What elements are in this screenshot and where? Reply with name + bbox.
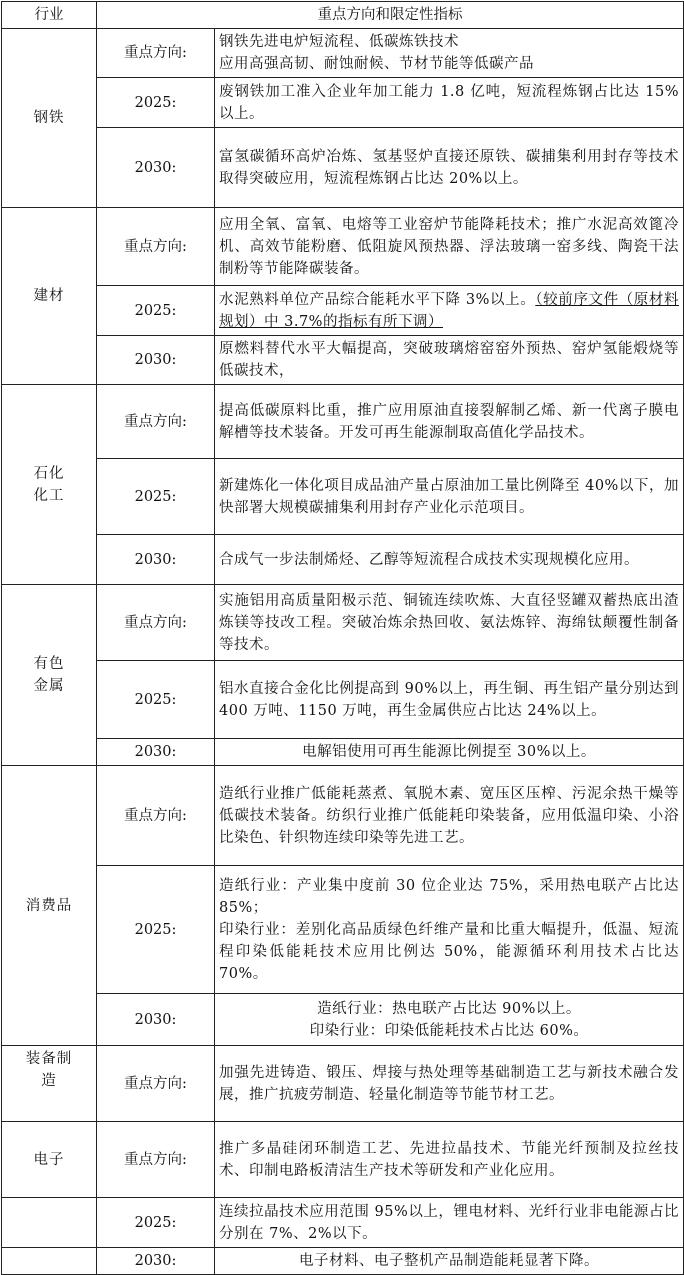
header-direction: 重点方向和限定性指标 [97,2,684,29]
row-content: 电子材料、电子整机产品制造能耗显著下降。 [215,1248,684,1275]
row-label: 2030: [97,535,215,585]
content-line: 应用高强高韧、耐蚀耐候、节材节能等低碳产品 [219,56,534,72]
industry-cell-building-materials: 建材 [2,208,97,385]
row-label: 2030: [97,336,215,385]
content-line: 印染行业：差别化高品质绿色纤维产量和比重大幅提升，低温、短流程印染低能耗技术应用比例达 50%，能源循环利用技术占比达 70%。 [219,921,679,982]
row-label: 2030: [97,128,215,208]
industry-cell-empty [2,1248,97,1275]
row-content [215,29,684,78]
row-content: 电解铝使用可再生能源比例提至 30%以上。 [215,739,684,766]
table-row [2,286,684,336]
content-note: （较前序文件（原材料规划）中 3.7%的指标有所下调） [219,291,679,330]
industry-name-line: 装备制 [25,1051,73,1067]
policy-table [1,1,684,1275]
industry-cell-steel: 钢铁 [2,29,97,208]
row-label: 重点方向: [97,29,215,78]
table-row [2,766,684,866]
industry-name-line: 化工 [33,487,65,504]
row-label: 重点方向: [97,208,215,286]
row-label: 2025: [97,459,215,535]
table-row [2,78,684,128]
industry-cell-nonferrous-metals [2,585,97,766]
table-row [2,866,684,994]
table-row [2,1122,684,1198]
row-label: 重点方向: [97,1122,215,1198]
row-label: 2030: [97,739,215,766]
row-label: 2025: [97,661,215,739]
table-header-row [2,2,684,29]
row-content [215,866,684,994]
table-row [2,1198,684,1248]
row-content: 造纸行业推广低能耗蒸煮、氧脱木素、宽压区压榨、污泥余热干燥等低碳技术装备。纺织行业推广低能耗印染装备，应用低温印染、小浴比染色、针织物连续印染等先进工艺。 [215,766,684,866]
table-row [2,585,684,661]
header-industry: 行业 [2,2,97,29]
table-row [2,459,684,535]
table-row [2,1248,684,1275]
row-label: 2030: [97,1248,215,1275]
content-main: 水泥熟料单位产品综合能耗水平下降 3%以上。 [219,291,536,308]
table-row [2,739,684,766]
table-row [2,661,684,739]
row-content: 加强先进铸造、锻压、焊接与热处理等基础制造工艺与新技术融合发展，推广抗疲劳制造、轻量化制造等节能节材工艺。 [215,1046,684,1122]
table-row [2,535,684,585]
table-row [2,1046,684,1122]
content-line: 钢铁先进电炉短流程、低碳炼铁技术 [219,34,459,50]
row-content: 合成气一步法制烯烃、乙醇等短流程合成技术实现规模化应用。 [215,535,684,585]
industry-name-line: 金属 [33,678,65,694]
row-content: 应用全氧、富氧、电熔等工业窑炉节能降耗技术；推广水泥高效篦冷机、高效节能粉磨、低阻旋风预热器、浮法玻璃一窑多线、陶瓷干法制粉等节能降碳装备。 [215,208,684,286]
row-content: 原燃料替代水平大幅提高，突破玻璃熔窑窑外预热、窑炉氢能煅烧等低碳技术， [215,336,684,385]
row-label: 2030: [97,994,215,1046]
table-row [2,208,684,286]
row-content: 提高低碳原料比重，推广应用原油直接裂解制乙烯、新一代离子膜电解槽等技术装备。开发可再生能源制取高值化学品技术。 [215,385,684,459]
table-row [2,336,684,385]
content-line: 印染行业：印染低能耗技术占比达 60%。 [309,1022,589,1039]
row-content: 连续拉晶技术应用范围 95%以上，锂电材料、光纤行业非电能源占比分别在 7%、2%以下。 [215,1198,684,1248]
row-content [215,994,684,1046]
industry-cell-equipment-manufacturing [2,1046,97,1122]
row-label: 重点方向: [97,385,215,459]
row-content: 废钢铁加工准入企业年加工能力 1.8 亿吨，短流程炼钢占比达 15%以上。 [215,78,684,128]
table-row [2,385,684,459]
table-row [2,128,684,208]
row-label: 2025: [97,1198,215,1248]
row-label: 2025: [97,78,215,128]
row-content: 推广多晶硅闭环制造工艺、先进拉晶技术、节能光纤预制及拉丝技术、印制电路板清洁生产技术等研发和产业化应用。 [215,1122,684,1198]
content-line: 造纸行业：产业集中度前 30 位企业达 75%，采用热电联产占比达 85%； [219,877,679,916]
row-content: 铝水直接合金化比例提高到 90%以上，再生铜、再生铝产量分别达到 400 万吨、1150 万吨，再生金属供应占比达 24%以上。 [215,661,684,739]
row-content [215,286,684,336]
row-label: 重点方向: [97,585,215,661]
content-line: 造纸行业：热电联产占比达 90%以上。 [317,1000,581,1017]
row-label: 2025: [97,286,215,336]
row-label: 2025: [97,866,215,994]
row-label: 重点方向: [97,766,215,866]
industry-cell-empty [2,1198,97,1248]
row-content: 富氢碳循环高炉冶炼、氢基竖炉直接还原铁、碳捕集利用封存等技术取得突破应用，短流程炼钢占比达 20%以上。 [215,128,684,208]
industry-name-line: 石化 [33,465,65,482]
table-row [2,29,684,78]
industry-name-line: 造 [41,1073,57,1089]
industry-cell-consumer-goods: 消费品 [2,766,97,1046]
table-row [2,994,684,1046]
row-label: 重点方向: [97,1046,215,1122]
industry-cell-petrochemical [2,385,97,585]
industry-name-line: 有色 [33,656,65,672]
row-content: 实施铝用高质量阳极示范、铜锍连续吹炼、大直径竖罐双蓄热底出渣炼镁等技改工程。突破冶炼余热回收、氨法炼锌、海绵钛颠覆性制备等技术。 [215,585,684,661]
industry-cell-electronics: 电子 [2,1122,97,1198]
row-content: 新建炼化一体化项目成品油产量占原油加工量比例降至 40%以下，加快部署大规模碳捕集利用封存产业化示范项目。 [215,459,684,535]
